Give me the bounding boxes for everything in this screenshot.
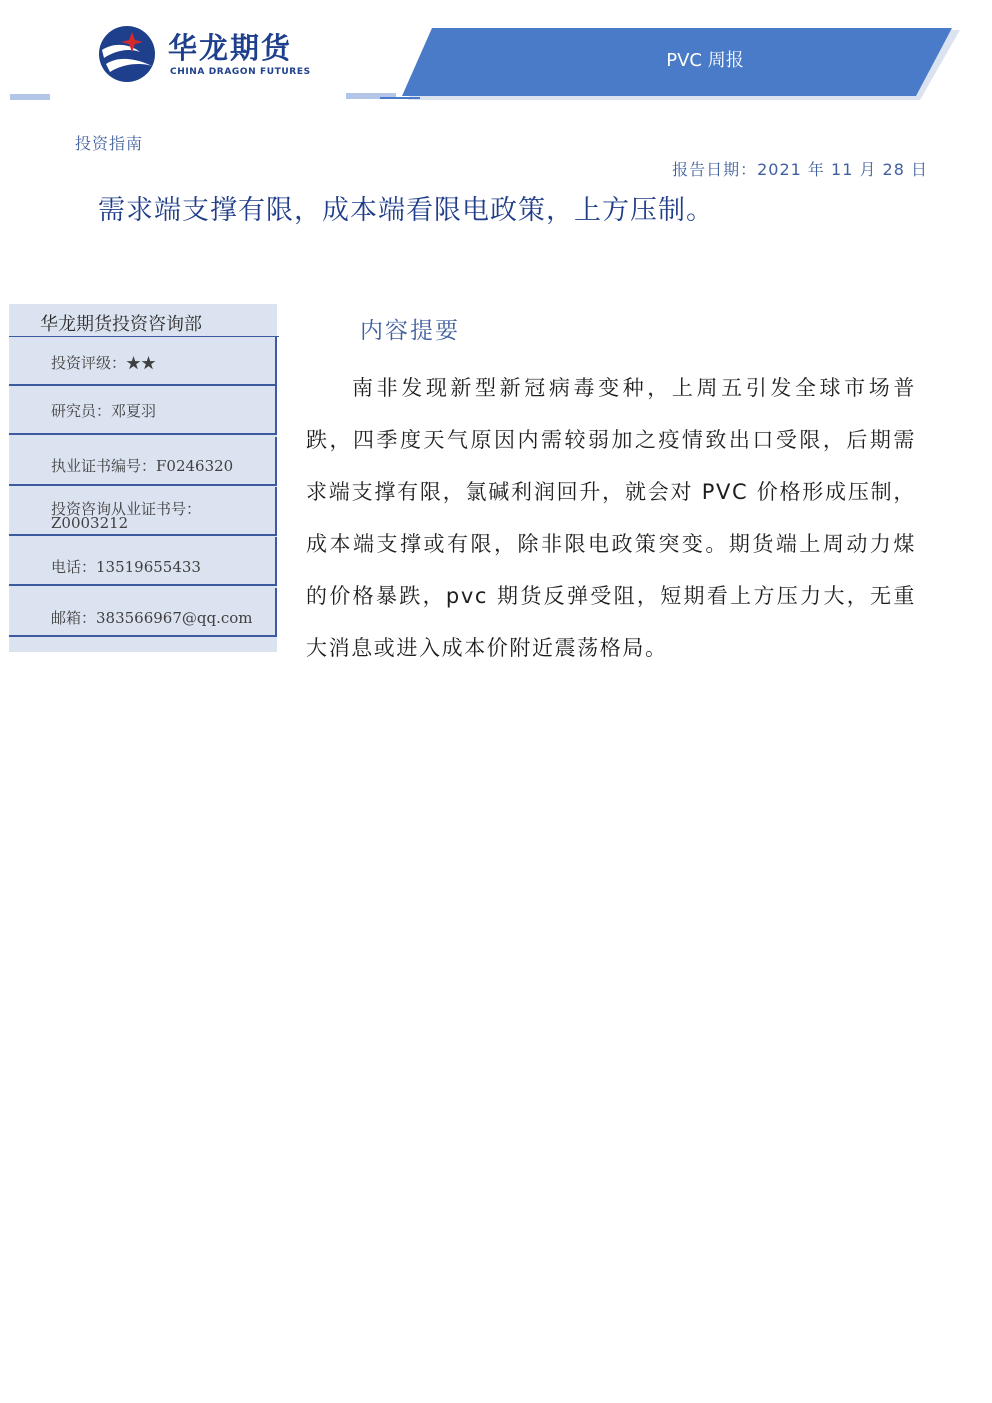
dragon-logo-icon [96,24,158,84]
phone-text: 电话：13519655433 [51,558,201,576]
phone-row [9,537,277,586]
license-text: 执业证书编号：F0246320 [51,457,234,475]
department-title: 华龙期货投资咨询部 [40,314,202,335]
report-headline: 需求端支撑有限，成本端看限电政策，上方压制。 [98,195,714,226]
rating-text: 投资评级：★★ [51,354,157,372]
consult-license-label: 投资咨询从业证书号： [51,500,202,518]
report-category: 投资指南 [75,134,144,153]
email-text: 邮箱：383566967@qq.com [51,609,253,627]
logo-text-cn: 华龙期货 [168,31,293,65]
report-type-title: PVC 周报 [666,50,744,71]
report-date: 报告日期：2021 年 11 月 28 日 [672,160,928,179]
email-row [9,588,277,637]
rating-row [9,337,277,386]
license-row [9,437,277,486]
researcher-row [9,386,277,435]
summary-body: 南非发现新型新冠病毒变种，上周五引发全球市场普跌，四季度天气原因内需较弱加之疫情致出口受限，后期需求端支撑有限，氯碱利润回升，就会对 PVC 价格形成压制，成本端支撑或有限，除非限电政策突变。期货端上周动力煤的价格暴跌，pvc 期货反弹受阻，短期看上方压力大，无重大消息或进入成本价附近震荡格局。 [306,376,916,660]
summary-heading: 内容提要 [360,318,460,344]
logo-text-en: CHINA DRAGON FUTURES [170,67,311,77]
header-accent-strip [10,94,50,100]
company-logo [96,24,326,86]
consult-license-number: Z0003212 [51,514,129,532]
consult-license-row [9,487,277,536]
researcher-text: 研究员：邓夏羽 [51,402,157,420]
